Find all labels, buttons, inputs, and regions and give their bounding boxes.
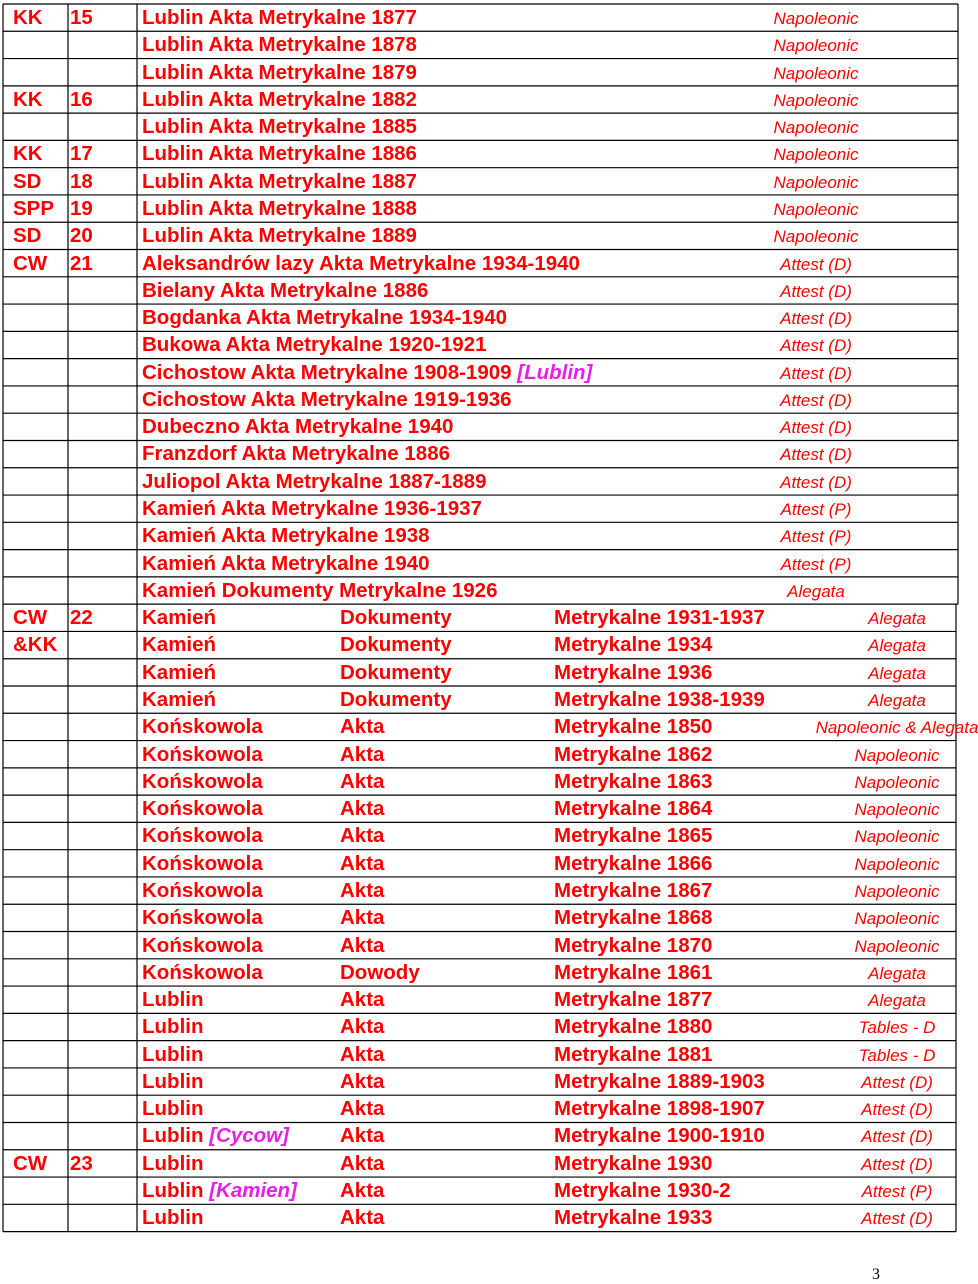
row-code: SD [13,169,42,193]
record-type: Napoleonic [773,199,859,219]
place-text: Lublin Akta Metrykalne 1877 [142,6,417,29]
row-code: SPP [13,196,55,220]
place-text: Końskowola [142,851,263,875]
record-place [142,1013,203,1040]
page-number: 3 [872,1266,880,1283]
table-row [3,277,957,304]
table-row [3,932,957,959]
record-place [142,1122,289,1149]
record-place [142,904,263,931]
place-text: Lublin Akta Metrykalne 1888 [142,196,417,220]
table-row [3,822,957,849]
record-place [142,604,216,631]
table-row [3,904,957,931]
record-place [142,1041,203,1068]
place-text: Lublin [142,1015,204,1039]
table-row [3,1068,957,1095]
record-years: Metrykalne 1861 [554,960,713,984]
record-place [142,932,263,959]
record-place [142,59,417,86]
record-type: Attest (D) [861,1209,933,1229]
record-type: Attest (D) [780,418,852,438]
record-place [142,1095,203,1122]
row-number: 18 [70,169,93,193]
record-years: Metrykalne 1900-1910 [554,1124,765,1148]
record-type: Napoleonic [854,827,940,847]
record-document: Dokumenty [340,688,452,711]
record-document: Akta [340,906,385,930]
record-place [142,113,417,140]
record-years: Metrykalne 1933 [554,1206,713,1230]
record-type: Napoleonic [854,854,940,874]
place-text: Kamień Dokumenty Metrykalne 1926 [142,578,498,602]
record-document: Akta [340,851,385,875]
table-row [3,795,957,822]
place-note: [Lublin] [517,360,593,384]
place-text: Lublin Akta Metrykalne 1879 [142,60,417,84]
record-place [142,1204,203,1231]
record-type: Attest (D) [861,1072,933,1092]
table-row [3,741,957,768]
row-code: KK [13,87,43,111]
record-document: Dokumenty [340,660,452,684]
record-type: Attest (D) [780,254,852,274]
table-row [3,713,978,740]
place-text: Lublin Akta Metrykalne 1889 [142,224,417,248]
place-text: Lublin [142,988,204,1012]
table-row [3,31,957,58]
record-years: Metrykalne 1865 [554,824,713,848]
place-text: Końskowola [142,878,263,902]
record-place [142,1068,203,1095]
record-place [142,31,417,58]
table-row [3,113,957,140]
record-years: Metrykalne 1934 [554,633,713,657]
record-type: Napoleonic [773,172,859,192]
record-years: Metrykalne 1930-2 [554,1179,731,1203]
record-place [142,222,417,249]
record-type: Napoleonic [773,9,859,28]
record-place [142,413,453,440]
record-years: Metrykalne 1931-1937 [554,606,765,630]
record-type: Napoleonic [773,90,859,110]
record-document: Akta [340,1151,385,1175]
row-number: 23 [70,1151,93,1175]
record-years: Metrykalne 1880 [554,1015,713,1039]
row-number: 15 [70,6,93,29]
record-place [142,250,580,277]
record-place [142,986,203,1013]
record-document: Akta [340,742,385,766]
place-text: Kamień [142,633,217,657]
record-place [142,1177,297,1204]
row-code: KK [13,142,43,166]
place-text: Lublin [142,1097,204,1121]
row-code: KK [13,6,43,29]
record-years: Metrykalne 1870 [554,933,713,957]
place-text: Końskowola [142,715,263,739]
table-row [3,440,957,467]
table-row [3,604,957,631]
record-type: Tables - D [858,1018,936,1038]
table-row [3,522,957,549]
record-document: Akta [340,933,385,957]
place-note: [Kamien] [209,1179,297,1203]
record-type: Napoleonic [773,145,859,165]
record-document: Akta [340,715,385,739]
record-years: Metrykalne 1862 [554,742,713,766]
record-place [142,577,497,604]
place-text: Kamień Akta Metrykalne 1938 [142,524,430,548]
record-place [142,168,417,195]
place-text: Bukowa Akta Metrykalne 1920-1921 [142,333,487,357]
record-place [142,550,430,577]
table-row [3,877,957,904]
record-years: Metrykalne 1850 [554,715,713,739]
table-row [3,4,957,31]
record-document: Akta [340,824,385,848]
record-place [142,659,216,686]
record-type: Attest (P) [780,500,852,520]
table-row [3,413,957,440]
place-text: Końskowola [142,742,263,766]
place-text: Lublin Akta Metrykalne 1886 [142,142,417,166]
record-type: Attest (D) [780,309,852,329]
place-text: Końskowola [142,769,263,793]
record-type: Attest (D) [861,1154,933,1174]
place-text: Bogdanka Akta Metrykalne 1934-1940 [142,306,507,330]
record-type: Attest (P) [780,554,852,574]
table-row [3,1095,957,1122]
record-document: Akta [340,1042,385,1066]
record-type: Alegata [868,663,926,683]
row-code: CW [13,606,48,630]
place-text: Końskowola [142,797,263,821]
row-number: 22 [70,606,93,630]
record-type: Napoleonic [854,800,940,820]
record-document: Akta [340,1124,385,1148]
record-document: Akta [340,878,385,902]
record-years: Metrykalne 1898-1907 [554,1097,765,1121]
table-row [3,359,957,386]
record-place [142,522,430,549]
record-type: Alegata [868,636,926,656]
table-row [3,577,957,604]
record-place [142,686,216,713]
table-row [3,1177,957,1204]
record-place [142,140,417,167]
place-text: Franzdorf Akta Metrykalne 1886 [142,442,450,466]
table-row [3,1150,957,1177]
place-text: Juliopol Akta Metrykalne 1887-1889 [142,469,487,493]
table-row [3,850,957,877]
place-text: Lublin [142,1069,204,1093]
place-text: Lublin [142,1206,204,1230]
place-note: [Cycow] [209,1124,289,1148]
record-document: Dowody [340,960,420,984]
record-document: Dokumenty [340,633,452,657]
table-row [3,1122,957,1149]
table-row [3,250,957,277]
record-type: Napoleonic [773,36,859,56]
record-type: Attest (P) [780,527,852,547]
place-text: Kamień Akta Metrykalne 1940 [142,551,430,575]
record-place [142,440,450,467]
place-text: Kamień [142,606,217,630]
record-type: Attest (D) [780,281,852,301]
place-text: Końskowola [142,906,263,930]
record-place [142,741,263,768]
place-text: Cichostow Akta Metrykalne 1908-1909 [142,360,512,384]
record-place [142,386,512,413]
place-text: Lublin Akta Metrykalne 1878 [142,33,417,57]
row-code: CW [13,1151,48,1175]
record-document: Akta [340,988,385,1012]
record-type: Tables - D [858,1045,936,1065]
table-row [3,331,957,358]
record-place [142,631,216,658]
record-document: Akta [340,1069,385,1093]
table-row [3,1204,957,1231]
place-text: Lublin [142,1124,204,1148]
place-text: Aleksandrów lazy Akta Metrykalne 1934-1940 [142,251,580,275]
table-row [3,59,957,86]
record-type: Attest (D) [780,363,852,383]
record-years: Metrykalne 1877 [554,988,713,1012]
row-code: &KK [13,633,58,657]
row-number: 21 [70,251,93,275]
record-type: Napoleonic [854,936,940,956]
record-type: Alegata [868,963,926,983]
record-place [142,331,487,358]
record-place [142,468,486,495]
record-place [142,86,417,113]
table-row [3,222,957,249]
record-type: Attest (D) [861,1100,933,1120]
table-row [3,495,957,522]
record-place [142,822,263,849]
place-text: Końskowola [142,960,263,984]
record-type: Napoleonic [773,63,859,83]
place-text: Lublin [142,1042,204,1066]
record-type: Alegata [868,691,926,710]
record-years: Metrykalne 1889-1903 [554,1069,765,1093]
place-text: Kamień [142,688,217,711]
record-years: Metrykalne 1867 [554,878,713,902]
record-place [142,795,263,822]
record-years: Metrykalne 1930 [554,1151,713,1175]
record-type: Attest (D) [780,472,852,492]
table-row [3,468,957,495]
record-place [142,850,263,877]
place-text: Bielany Akta Metrykalne 1886 [142,278,429,302]
record-place [142,359,592,386]
record-document: Dokumenty [340,606,452,630]
place-text: Kamień Akta Metrykalne 1936-1937 [142,497,482,521]
table-row [3,386,957,413]
record-type: Attest (D) [780,390,852,410]
row-number: 17 [70,142,93,166]
table-row [3,86,957,113]
table-row [3,631,957,658]
place-text: Lublin [142,1179,204,1203]
record-years: Metrykalne 1866 [554,851,713,875]
record-place [142,959,263,986]
place-text: Lublin Akta Metrykalne 1885 [142,115,417,139]
record-document: Akta [340,1097,385,1121]
table-row [3,1041,957,1068]
record-type: Attest (D) [780,445,852,465]
record-type: Alegata [868,991,926,1011]
place-text: Kamień [142,660,217,684]
row-code: CW [13,251,48,275]
table-row [3,986,957,1013]
record-years: Metrykalne 1936 [554,660,713,684]
record-place [142,877,263,904]
record-type: Napoleonic & Alegata [815,718,978,738]
table-row [3,304,957,331]
record-years: Metrykalne 1868 [554,906,713,930]
table-row [3,768,957,795]
record-type: Attest (D) [861,1127,933,1147]
table-row [3,140,957,167]
row-number: 20 [70,224,93,248]
table-row [3,686,957,713]
record-years: Metrykalne 1863 [554,769,713,793]
record-document: Akta [340,1206,385,1230]
record-type: Alegata [868,609,926,629]
record-place [142,713,263,740]
place-text: Końskowola [142,933,263,957]
record-place [142,277,428,304]
place-text: Lublin Akta Metrykalne 1887 [142,169,417,193]
record-years: Metrykalne 1881 [554,1042,713,1066]
record-document: Akta [340,769,385,793]
record-place [142,1150,203,1177]
record-type: Attest (P) [861,1182,933,1202]
record-type: Napoleonic [773,118,859,138]
record-type: Napoleonic [854,745,940,765]
record-years: Metrykalne 1864 [554,797,713,821]
row-number: 19 [70,196,93,220]
record-place [142,4,417,31]
record-type: Napoleonic [854,909,940,929]
record-place [142,495,482,522]
table-row [3,959,957,986]
row-code: SD [13,224,42,248]
table-row [3,550,957,577]
record-place [142,304,507,331]
record-document: Akta [340,1015,385,1039]
record-document: Akta [340,1179,385,1203]
record-type: Attest (D) [780,336,852,356]
table-row [3,195,957,222]
record-type: Napoleonic [854,772,940,792]
record-type: Napoleonic [773,227,859,247]
table-row [3,659,957,686]
record-document: Akta [340,797,385,821]
place-text: Dubeczno Akta Metrykalne 1940 [142,415,454,439]
record-place [142,768,263,795]
place-text: Lublin Akta Metrykalne 1882 [142,87,417,111]
table-row [3,1013,957,1040]
place-text: Lublin [142,1151,204,1175]
record-type: Napoleonic [854,881,940,901]
row-number: 16 [70,87,93,111]
record-years: Metrykalne 1938-1939 [554,688,765,711]
place-text: Cichostow Akta Metrykalne 1919-1936 [142,387,512,411]
place-text: Końskowola [142,824,263,848]
table-row [3,168,957,195]
record-place [142,195,417,222]
record-type: Alegata [787,581,845,601]
